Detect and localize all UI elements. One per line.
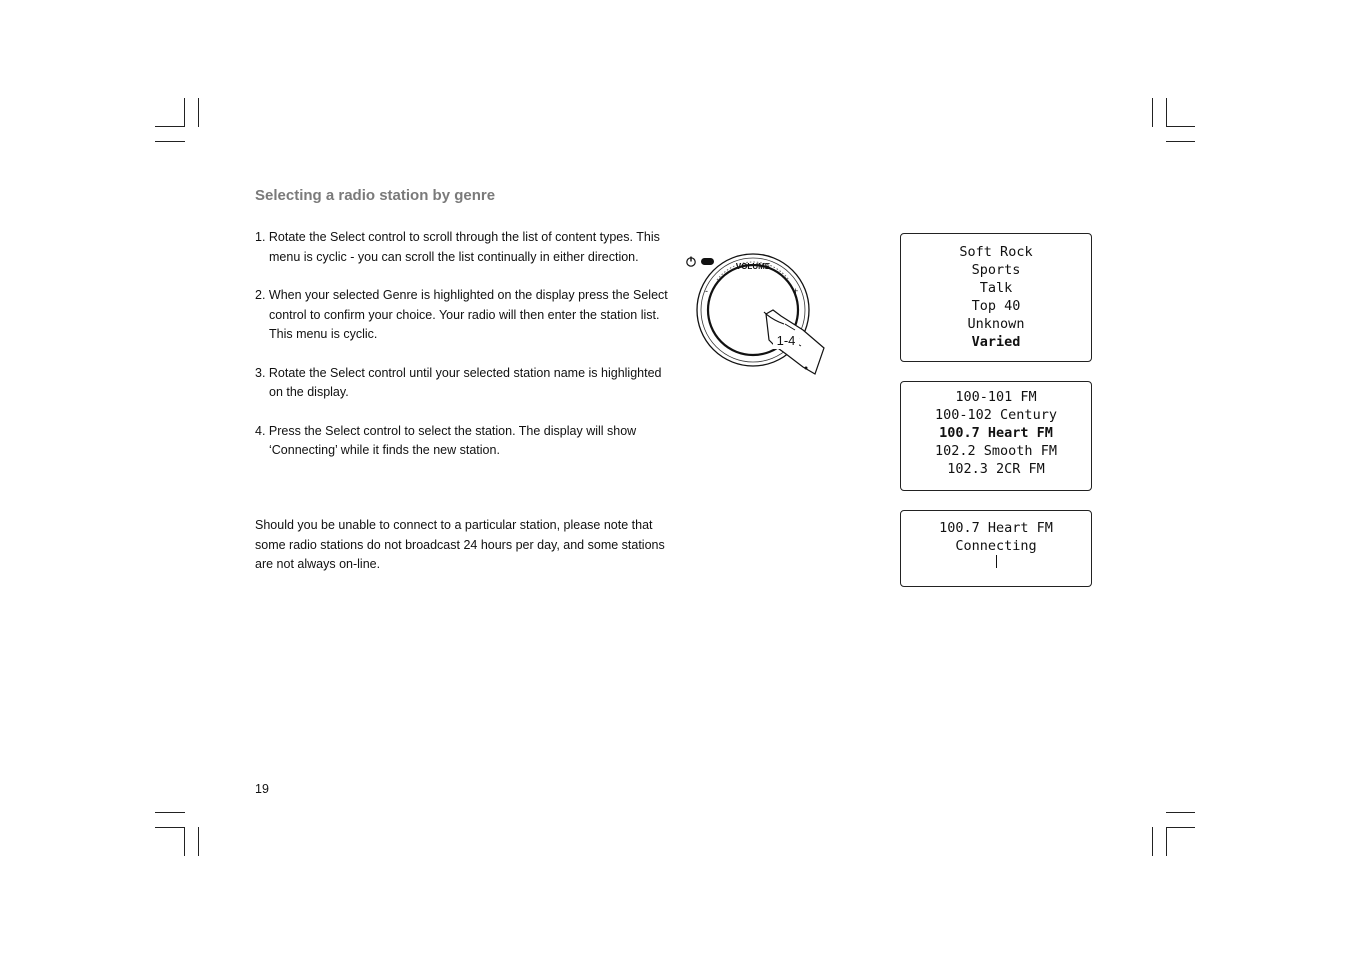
- mode-pill-icon: [701, 258, 714, 265]
- volume-label: VOLUME: [735, 262, 771, 271]
- step-1: 1. Rotate the Select control to scroll through the list of content types. This menu is cyclic - you can scroll the list continually in either direction.: [255, 230, 660, 264]
- station-item: 100-101 FM: [955, 389, 1037, 405]
- step-callout-label: 1-4: [776, 333, 796, 348]
- page-number: 19: [255, 782, 269, 796]
- plus-sign: +: [793, 286, 799, 296]
- connection-note: Should you be unable to connect to a particular station, please note that some radio stations do not broadcast 24 hours per day, and some stations are not always on-line.: [255, 518, 665, 571]
- connecting-display: [900, 510, 1092, 587]
- instruction-steps: [255, 228, 675, 480]
- section-heading: Selecting a radio station by genre: [255, 187, 496, 204]
- progress-cursor: [996, 555, 997, 568]
- genre-list-display: [900, 233, 1092, 362]
- power-icon: [687, 257, 695, 267]
- connecting-station-name: 100.7 Heart FM: [939, 520, 1053, 536]
- station-item: 100-102 Century: [935, 407, 1057, 423]
- step-3: 3. Rotate the Select control until your selected station name is highlighted on the display.: [255, 365, 662, 399]
- minus-sign: -: [705, 286, 708, 296]
- station-list-display: [900, 381, 1092, 491]
- genre-item: Sports: [971, 262, 1021, 278]
- station-item: 102.3 2CR FM: [947, 461, 1045, 477]
- genre-item-selected: Varied: [971, 334, 1021, 350]
- select-knob-illustration: [683, 250, 833, 380]
- genre-item: Top 40: [971, 298, 1021, 314]
- genre-item: Talk: [979, 280, 1013, 296]
- step-2: 2. When your selected Genre is highlighted on the display press the Select control to confirm your choice. Your radio will then enter the station list. This menu is cyclic.: [255, 288, 668, 341]
- connecting-status: Connecting: [955, 538, 1037, 554]
- station-item-selected: 100.7 Heart FM: [939, 425, 1053, 441]
- genre-item: Soft Rock: [959, 244, 1033, 260]
- station-item: 102.2 Smooth FM: [935, 443, 1057, 459]
- genre-item: Unknown: [967, 316, 1025, 332]
- step-4: 4. Press the Select control to select the station. The display will show ‘Connecting’ while it finds the new station.: [255, 423, 637, 457]
